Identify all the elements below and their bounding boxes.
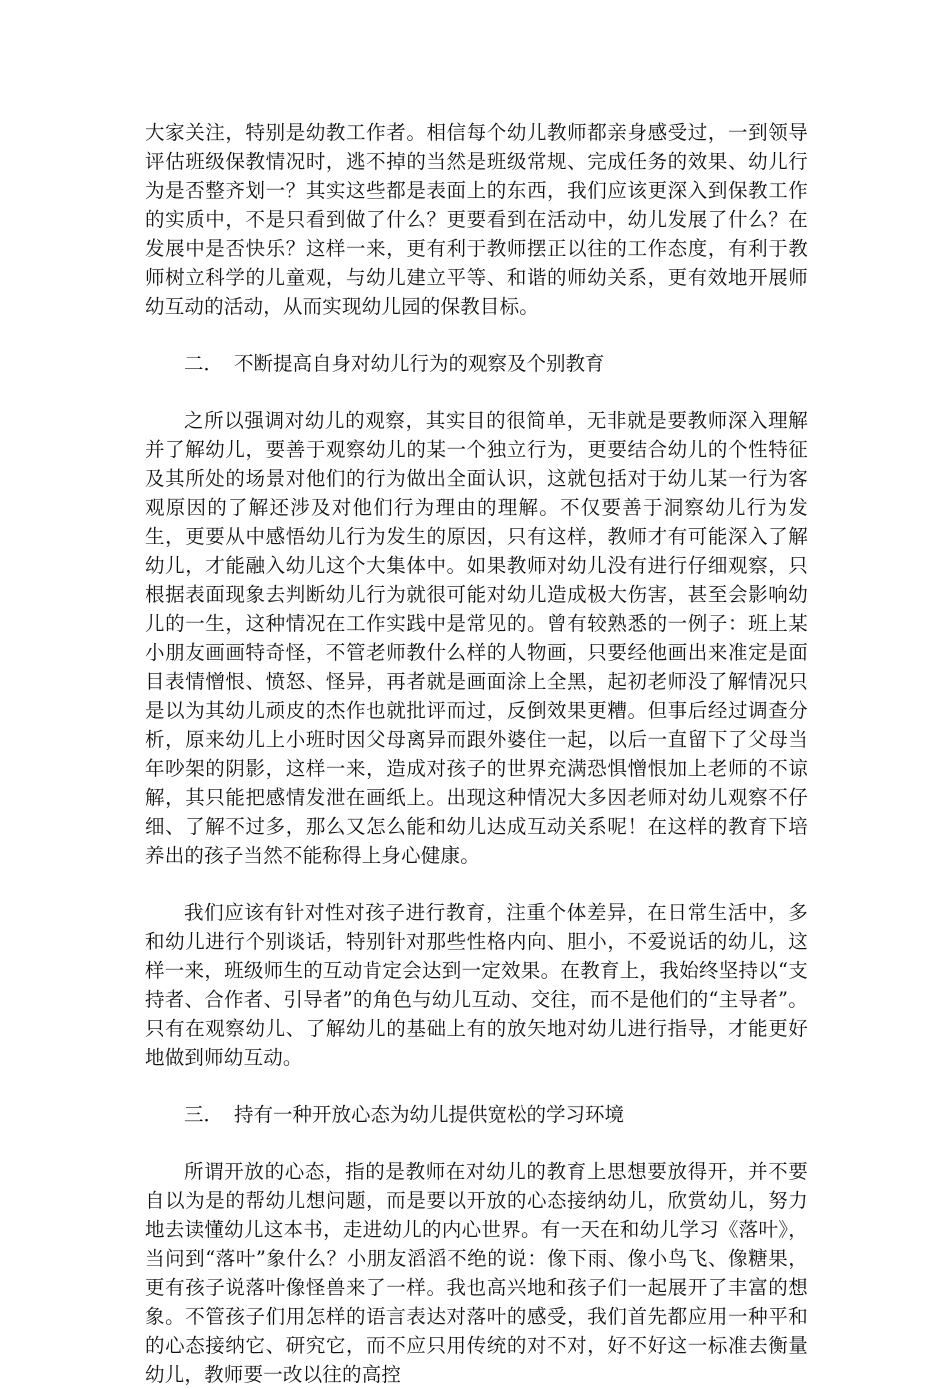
section-heading-3 [145,1100,808,1129]
paragraph-2: 之所以强调对幼儿的观察，其实目的很简单，无非就是要教师深入理解并了解幼儿，要善于观察幼儿的某一个独立行为，更要结合幼儿的个性特征及其所处的场景对他们的行为做出全面认识，这就包括对于幼儿某一行为客观原因的了解还涉及对他们行为理由的理解。不仅要善于洞察幼儿行为发生，更要从中感悟幼儿行为发生的原因，只有这样，教师才有可能深入了解幼儿，才能融入幼儿这个大集体中。如果教师对幼儿没有进行仔细观察，只根据表面现象去判断幼儿行为就很可能对幼儿造成极大伤害，甚至会影响幼儿的一生，这种情况在工作实践中是常见的。曾有较熟悉的一例子：班上某小朋友画画特奇怪，不管老师教什么样的人物画，只要经他画出来准定是面目表情憎恨、愤怒、怪异，再者就是画面涂上全黑，起初老师没了解情况只是以为其幼儿顽皮的杰作也就批评而过，反倒效果更糟。但事后经过调查分析，原来幼儿上小班时因父母离异而跟外婆住一起，以后一直留下了父母当年吵架的阴影，这样一来，造成对孩子的世界充满恐惧憎恨加上老师的不谅解，其只能把感情发泄在画纸上。出现这种情况大多因老师对幼儿观察不仔细、了解不过多，那么又怎么能和幼儿达成互动关系呢！在这样的教育下培养出的孩子当然不能称得上身心健康。 [145,409,808,867]
paragraph-3: 我们应该有针对性对孩子进行教育，注重个体差异，在日常生活中，多和幼儿进行个别谈话，特别针对那些性格内向、胆小，不爱说话的幼儿，这样一来，班级师生的互动肯定会达到一定效果。在教育上，我始终坚持以“支持者、合作者、引导者”的角色与幼儿互动、交往，而不是他们的“主导者”。只有在观察幼儿、了解幼儿的基础上有的放矢地对幼儿进行指导，才能更好地做到师幼互动。 [145,901,808,1069]
section-title: 不断提高自身对幼儿行为的观察及个别教育 [234,352,605,375]
spacer [145,1129,808,1157]
paragraph-1: 大家关注，特别是幼教工作者。相信每个幼儿教师都亲身感受过，一到领导评估班级保教情况时，逃不掉的当然是班级常规、完成任务的效果、幼儿行为是否整齐划一？其实这些都是表面上的东西，我们应该更深入到保教工作的实质中，不是只看到做了什么？更要看到在活动中，幼儿发展了什么？在发展中是否快乐？这样一来，更有利于教师摆正以往的工作态度，有利于教师树立科学的儿童观，与幼儿建立平等、和谐的师幼关系，更有效地开展师幼互动的活动，从而实现幼儿园的保教目标。 [145,121,808,318]
paragraph-4: 所谓开放的心态，指的是教师在对幼儿的教育上思想要放得开，并不要自以为是的帮幼儿想问题，而是要以开放的心态接纳幼儿，欣赏幼儿，努力地去读懂幼儿这本书，走进幼儿的内心世界。有一天在和幼儿学习《落叶》，当问到“落叶”象什么？小朋友滔滔不绝的说：像下雨、像小鸟飞、像糖果，更有孩子说落叶像怪兽来了一样。我也高兴地和孩子们一起展开了丰富的想象。不管孩子们用怎样的语言表达对落叶的感受，我们首先都应用一种平和的心态接纳它、研究它，而不应只用传统的对不对，好不好这一标准去衡量幼儿，教师要一改以往的高控 [145,1160,808,1386]
document-body [145,118,808,1389]
spacer [145,870,808,898]
section-heading-2 [145,349,808,378]
section-number: 二． [184,352,224,375]
spacer [145,1072,808,1100]
spacer [145,378,808,406]
section-title: 持有一种开放心态为幼儿提供宽松的学习环境 [234,1103,625,1126]
spacer [145,321,808,349]
section-number: 三． [184,1103,224,1126]
